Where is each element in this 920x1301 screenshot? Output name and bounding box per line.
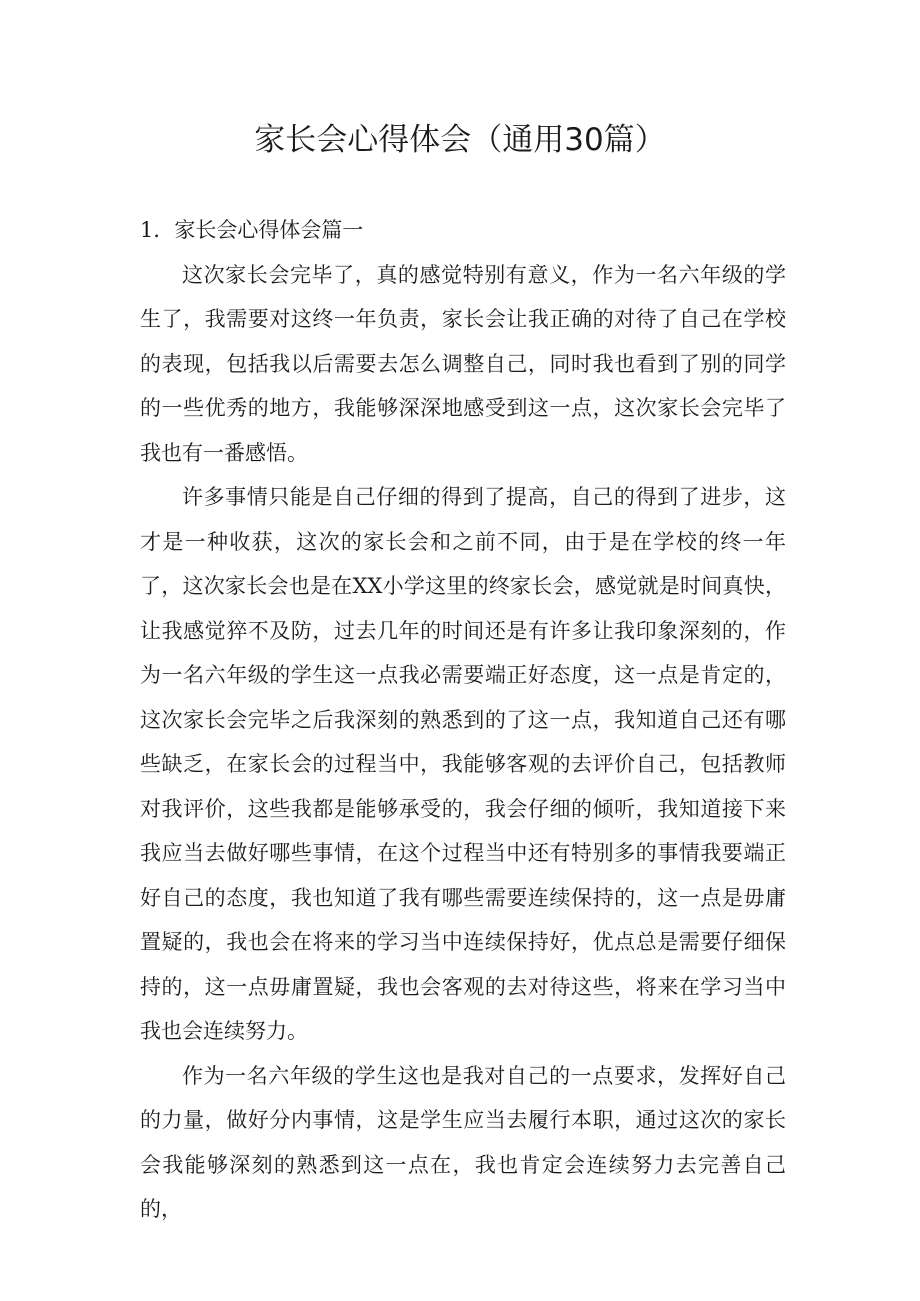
section-heading: 1．家长会心得体会篇一 — [140, 218, 364, 242]
paragraph-1: 这次家长会完毕了，真的感觉特别有意义，作为一名六年级的学生了，我需要对这终一年负责，家长会让我正确的对待了自己在学校的表现，包括我以后需要去怎么调整自己，同时我也看到了别的同学的一些优秀的地方，我能够深深地感受到这一点，这次家长会完毕了我也有一番感悟。 — [140, 262, 786, 465]
paragraph-3: 作为一名六年级的学生这也是我对自己的一点要求，发挥好自己的力量，做好分内事情，这是学生应当去履行本职，通过这次的家长会我能够深刻的熟悉到这一点在，我也肯定会连续努力去完善自己的， — [140, 1063, 786, 1221]
paragraph-2: 许多事情只能是自己仔细的得到了提高，自己的得到了进步，这才是一种收获，这次的家长会和之前不同，由于是在学校的终一年了，这次家长会也是在XX小学这里的终家长会，感觉就是时间真快，让我感觉猝不及防，过去几年的时间还是有许多让我印象深刻的，作为一名六年级的学生这一点我必需要端正好态度，这一点是肯定的，这次家长会完毕之后我深刻的熟悉到的了这一点，我知道自己还有哪些缺乏，在家长会的过程当中，我能够客观的去评价自己，包括教师对我评价，这些我都是能够承受的，我会仔细的倾听，我知道接下来我应当去做好哪些事情，在这个过程当中还有特别多的事情我要端正好自己的态度，我也知道了我有哪些需要连续保持的，这一点是毋庸置疑的，我也会在将来的学习当中连续保持好，优点总是需要仔细保持的，这一点毋庸置疑，我也会客观的去对待这些，将来在学习当中我也会连续努力。 — [140, 485, 786, 1043]
document-body — [140, 208, 786, 1232]
document-title: 家长会心得体会（通用30篇） — [254, 122, 666, 158]
